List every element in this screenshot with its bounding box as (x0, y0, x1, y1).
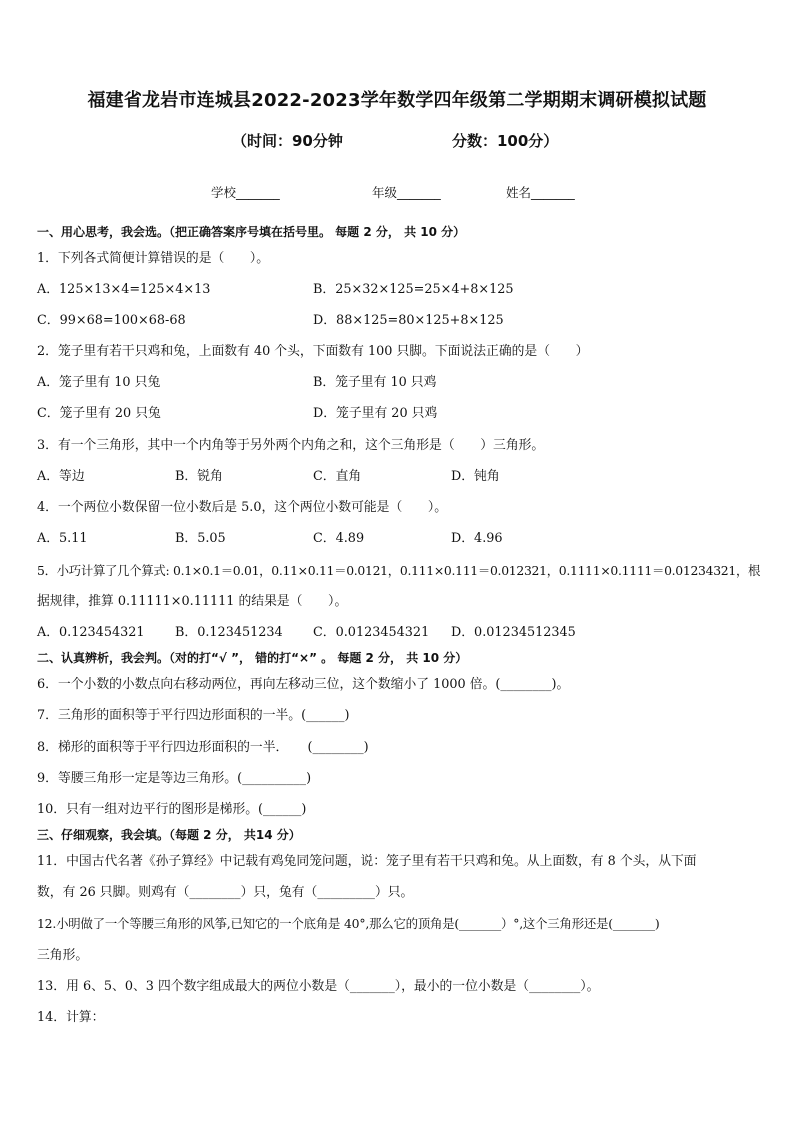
question-11-line-1: 11．中国古代名著《孙子算经》中记载有鸡兔同笼问题，说：笼子里有若干只鸡和兔。从上面数，有 8 个头，从下面 (37, 854, 697, 869)
q2-option-c: C．笼子里有 20 只兔 (37, 406, 161, 421)
q2-option-d: D．笼子里有 20 只鸡 (313, 406, 438, 421)
question-2: 2．笼子里有若干只鸡和兔，上面数有 40 个头，下面数有 100 只脚。下面说法正确的是（ ） (37, 344, 589, 359)
question-12-line-2: 三角形。 (37, 948, 89, 963)
question-4: 4．一个两位小数保留一位小数后是 5.0，这个两位小数可能是（ ）。 (37, 500, 448, 515)
question-7: 7．三角形的面积等于平行四边形面积的一半。(______) (37, 708, 350, 723)
question-8: 8．梯形的面积等于平行四边形面积的一半． (________) (37, 740, 369, 755)
q3-option-d: D．钝角 (451, 469, 500, 484)
q3-option-a: A．等边 (37, 469, 85, 484)
name-field: 姓名_______ (506, 185, 575, 200)
section-heading-2: 二、认真辨析，我会判。（对的打“√ ”， 错的打“×” 。 每题 2 分， 共 10 分） (37, 651, 468, 665)
section-heading-1: 一、用心思考，我会选。（把正确答案序号填在括号里。 每题 2 分， 共 10 分） (37, 225, 466, 239)
q3-option-c: C．直角 (313, 469, 362, 484)
section-heading-3: 三、仔细观察，我会填。（每题 2 分， 共14 分） (37, 828, 301, 842)
question-11-line-2: 数，有 26 只脚。则鸡有（________）只，兔有（_________）只。 (37, 885, 414, 900)
question-10: 10．只有一组对边平行的图形是梯形。(______) (37, 802, 307, 817)
q1-option-b: B．25×32×125=25×4+8×125 (313, 282, 514, 297)
q5-option-c: C．0.0123454321 (313, 625, 430, 640)
question-3: 3．有一个三角形，其中一个内角等于另外两个内角之和，这个三角形是（ ）三角形。 (37, 438, 545, 453)
q5-option-b: B．0.123451234 (175, 625, 283, 640)
q1-option-a: A．125×13×4=125×4×13 (37, 282, 211, 297)
question-5-line-1: 5．小巧计算了几个算式: 0.1×0.1＝0.01，0.11×0.11＝0.0121，0.111×0.111＝0.012321，0.1111×0.1111＝0.01234321，根 (37, 563, 761, 578)
grade-field: 年级_______ (372, 185, 441, 200)
q5-option-a: A．0.123454321 (37, 625, 145, 640)
question-5-line-2: 据规律，推算 0.11111×0.11111 的结果是（ ）。 (37, 594, 348, 609)
q4-option-a: A．5.11 (37, 531, 88, 546)
question-6: 6．一个小数的小数点向右移动两位，再向左移动三位，这个数缩小了 1000 倍。(________)。 (37, 677, 570, 692)
q5-option-d: D．0.01234512345 (451, 625, 576, 640)
page-title: 福建省龙岩市连城县2022-2023学年数学四年级第二学期期末调研模拟试题 (87, 90, 707, 111)
q4-option-d: D．4.96 (451, 531, 503, 546)
q1-option-d: D．88×125=80×125+8×125 (313, 313, 504, 328)
q2-option-b: B．笼子里有 10 只鸡 (313, 375, 437, 390)
question-1: 1．下列各式简便计算错误的是（ ）。 (37, 251, 270, 266)
question-9: 9．等腰三角形一定是等边三角形。(__________) (37, 771, 312, 786)
time-limit: （时间：90分钟 (232, 132, 343, 150)
q4-option-b: B．5.05 (175, 531, 226, 546)
q2-option-a: A．笼子里有 10 只兔 (37, 375, 161, 390)
q4-option-c: C．4.89 (313, 531, 365, 546)
total-score: 分数：100分） (452, 132, 559, 150)
q1-option-c: C．99×68=100×68-68 (37, 313, 186, 328)
school-field: 学校_______ (211, 185, 280, 200)
q3-option-b: B．锐角 (175, 469, 223, 484)
question-12-line-1: 12.小明做了一个等腰三角形的风筝,已知它的一个底角是 40°,那么它的顶角是(_______）°,这个三角形还是(_______) (37, 916, 660, 931)
question-13: 13．用 6、5、0、3 四个数字组成最大的两位小数是（_______），最小的一位小数是（________）。 (37, 979, 600, 994)
question-14: 14．计算： (37, 1010, 105, 1025)
